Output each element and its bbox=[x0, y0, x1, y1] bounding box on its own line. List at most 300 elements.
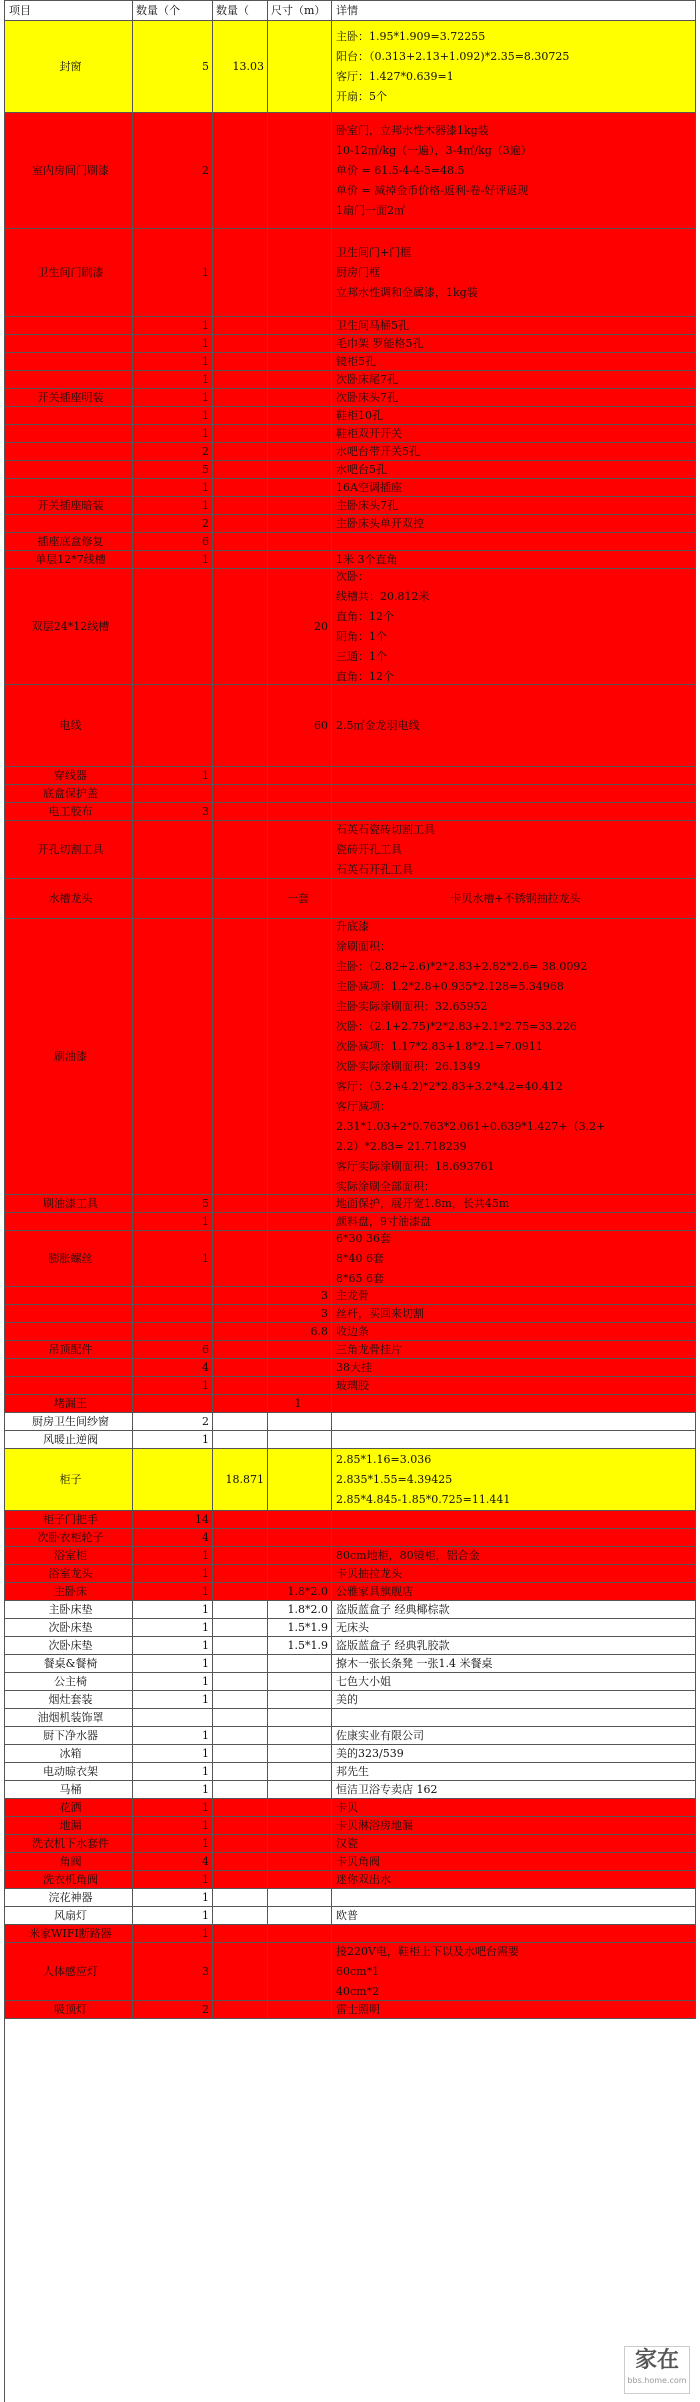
qty-cell: 2 bbox=[133, 443, 213, 461]
detail-line: 阴角：1个 bbox=[336, 629, 387, 643]
item-cell: 次卧衣柜轮子 bbox=[5, 1529, 133, 1547]
size-cell bbox=[268, 1377, 332, 1395]
detail-cell bbox=[332, 1907, 696, 1925]
table-row bbox=[5, 1727, 696, 1745]
detail-cell bbox=[332, 1835, 696, 1853]
detail-line: 恒洁卫浴专卖店 162 bbox=[336, 1782, 438, 1796]
qty2-cell bbox=[213, 1601, 268, 1619]
detail-cell bbox=[332, 1565, 696, 1583]
qty-cell: 6 bbox=[133, 1341, 213, 1359]
item-cell: 洗衣机角阀 bbox=[5, 1871, 133, 1889]
detail-line: 1米 3个直角 bbox=[336, 552, 398, 566]
detail-line: 鞋柜双开开关 bbox=[336, 426, 402, 440]
detail-cell bbox=[332, 1431, 696, 1449]
detail-line: 水吧台5孔 bbox=[336, 462, 387, 476]
size-cell bbox=[268, 425, 332, 443]
table-row bbox=[5, 1871, 696, 1889]
item-cell bbox=[5, 515, 133, 533]
detail-cell bbox=[332, 1529, 696, 1547]
size-cell bbox=[268, 1709, 332, 1727]
table-row bbox=[5, 1305, 696, 1323]
table-row bbox=[5, 1195, 696, 1213]
detail-cell bbox=[332, 479, 696, 497]
qty2-cell bbox=[213, 407, 268, 425]
qty2-cell bbox=[213, 1943, 268, 2001]
detail-cell bbox=[332, 1889, 696, 1907]
item-cell: 浴室柜 bbox=[5, 1547, 133, 1565]
detail-line: 16A空调插座 bbox=[336, 480, 402, 494]
item-cell bbox=[5, 479, 133, 497]
size-cell: 1 bbox=[268, 1395, 332, 1413]
qty2-cell bbox=[213, 1529, 268, 1547]
table-row bbox=[5, 1619, 696, 1637]
item-cell bbox=[5, 1323, 133, 1341]
detail-cell bbox=[332, 1799, 696, 1817]
qty2-cell bbox=[213, 533, 268, 551]
detail-cell bbox=[332, 113, 696, 229]
detail-cell bbox=[332, 1583, 696, 1601]
table-row bbox=[5, 1231, 696, 1287]
size-cell bbox=[268, 1943, 332, 2001]
table-row bbox=[5, 1431, 696, 1449]
table-row bbox=[5, 335, 696, 353]
table-row bbox=[5, 389, 696, 407]
detail-cell bbox=[332, 1449, 696, 1511]
detail-line: 厨房门框 bbox=[336, 265, 380, 279]
qty2-cell bbox=[213, 1323, 268, 1341]
qty2-cell bbox=[213, 1763, 268, 1781]
detail-line: 邦先生 bbox=[336, 1764, 369, 1778]
qty-cell: 1 bbox=[133, 1547, 213, 1565]
item-cell: 马桶 bbox=[5, 1781, 133, 1799]
detail-cell bbox=[332, 551, 696, 569]
qty-cell: 1 bbox=[133, 1907, 213, 1925]
item-cell: 主卧床 bbox=[5, 1583, 133, 1601]
size-cell bbox=[268, 443, 332, 461]
qty-cell: 1 bbox=[133, 479, 213, 497]
detail-line: 2.835*1.55=4.39425 bbox=[336, 1472, 453, 1486]
item-cell: 刷油漆工具 bbox=[5, 1195, 133, 1213]
table-row bbox=[5, 685, 696, 767]
detail-line: 卡贝角阀 bbox=[336, 1854, 380, 1868]
table-row bbox=[5, 353, 696, 371]
qty-cell: 1 bbox=[133, 1619, 213, 1637]
detail-line: 单价 = 减掉金币价格-返利-卷-好评返现 bbox=[336, 183, 529, 197]
item-cell: 开关插座暗装 bbox=[5, 497, 133, 515]
detail-line: 卫生间马桶5孔 bbox=[336, 318, 409, 332]
table-row bbox=[5, 1565, 696, 1583]
qty2-cell: 13.03 bbox=[213, 21, 268, 113]
item-cell: 电线 bbox=[5, 685, 133, 767]
detail-line: 雷士照明 bbox=[336, 2002, 380, 2016]
detail-cell bbox=[332, 821, 696, 879]
detail-cell bbox=[332, 533, 696, 551]
qty2-cell bbox=[213, 515, 268, 533]
detail-cell bbox=[332, 1195, 696, 1213]
size-cell: 3 bbox=[268, 1305, 332, 1323]
qty2-cell bbox=[213, 113, 268, 229]
table-row bbox=[5, 785, 696, 803]
qty-cell bbox=[133, 919, 213, 1195]
detail-line: 直角：12个 bbox=[336, 609, 394, 623]
detail-cell bbox=[332, 1359, 696, 1377]
detail-cell bbox=[332, 879, 696, 919]
item-cell: 餐桌&餐椅 bbox=[5, 1655, 133, 1673]
detail-cell bbox=[332, 1231, 696, 1287]
detail-line: 玻璃胶 bbox=[336, 1378, 369, 1392]
table-row bbox=[5, 317, 696, 335]
size-cell: 1.5*1.9 bbox=[268, 1619, 332, 1637]
detail-line: 接220V电，鞋柜上下以及水吧台需要 bbox=[336, 1944, 519, 1958]
size-cell bbox=[268, 1817, 332, 1835]
detail-cell bbox=[332, 1763, 696, 1781]
table-row bbox=[5, 1781, 696, 1799]
detail-line: 客厅实际涂刷面积：18.693761 bbox=[336, 1159, 495, 1173]
size-cell bbox=[268, 389, 332, 407]
size-cell bbox=[268, 1727, 332, 1745]
qty-cell bbox=[133, 1449, 213, 1511]
item-cell: 风扇灯 bbox=[5, 1907, 133, 1925]
item-cell: 柜子 bbox=[5, 1449, 133, 1511]
detail-line: 主卧减项：1.2*2.8+0.935*2.128=5.34968 bbox=[336, 979, 564, 993]
qty-cell: 1 bbox=[133, 1377, 213, 1395]
qty2-cell bbox=[213, 767, 268, 785]
qty2-cell bbox=[213, 389, 268, 407]
item-cell: 插座底盒修复 bbox=[5, 533, 133, 551]
qty-cell: 1 bbox=[133, 229, 213, 317]
qty-cell: 1 bbox=[133, 1431, 213, 1449]
size-cell bbox=[268, 1449, 332, 1511]
item-cell: 水槽龙头 bbox=[5, 879, 133, 919]
detail-line: 三角龙骨挂片 bbox=[336, 1342, 402, 1356]
qty-cell: 1 bbox=[133, 1889, 213, 1907]
detail-cell bbox=[332, 335, 696, 353]
qty2-cell bbox=[213, 229, 268, 317]
item-cell: 封窗 bbox=[5, 21, 133, 113]
detail-line: 无床头 bbox=[336, 1620, 369, 1634]
size-cell: 一套 bbox=[268, 879, 332, 919]
detail-line: 主卧：1.95*1.909=3.72255 bbox=[336, 29, 486, 43]
detail-line: 实际涂刷全部面积： bbox=[336, 1179, 435, 1193]
detail-line: 次卧： bbox=[336, 569, 369, 583]
size-cell bbox=[268, 551, 332, 569]
qty2-cell bbox=[213, 1745, 268, 1763]
qty-cell: 1 bbox=[133, 407, 213, 425]
item-cell: 米家WIFI断路器 bbox=[5, 1925, 133, 1943]
qty-cell: 1 bbox=[133, 317, 213, 335]
detail-line: 80cm地柜，80镜柜，铝合金 bbox=[336, 1548, 480, 1562]
detail-line: 镜柜5孔 bbox=[336, 354, 376, 368]
qty2-cell bbox=[213, 1727, 268, 1745]
detail-line: 次卧床尾7孔 bbox=[336, 372, 398, 386]
qty2-cell bbox=[213, 479, 268, 497]
item-cell: 刷油漆 bbox=[5, 919, 133, 1195]
qty2-cell bbox=[213, 1359, 268, 1377]
detail-cell bbox=[332, 767, 696, 785]
item-cell: 角阀 bbox=[5, 1853, 133, 1871]
detail-cell bbox=[332, 1547, 696, 1565]
item-cell bbox=[5, 1359, 133, 1377]
detail-line: 38大挂 bbox=[336, 1360, 372, 1374]
table-row bbox=[5, 21, 696, 113]
qty-cell: 1 bbox=[133, 1673, 213, 1691]
item-cell: 花洒 bbox=[5, 1799, 133, 1817]
item-cell: 单层12*7线槽 bbox=[5, 551, 133, 569]
size-cell bbox=[268, 1655, 332, 1673]
qty-cell bbox=[133, 879, 213, 919]
item-cell bbox=[5, 371, 133, 389]
size-cell bbox=[268, 1529, 332, 1547]
detail-cell bbox=[332, 1871, 696, 1889]
table-row bbox=[5, 803, 696, 821]
watermark-logo bbox=[624, 2346, 690, 2394]
item-cell: 浴室龙头 bbox=[5, 1565, 133, 1583]
size-cell bbox=[268, 1889, 332, 1907]
detail-line: 次卧减项：1.17*2.83+1.8*2.1=7.0911 bbox=[336, 1039, 543, 1053]
qty-cell: 1 bbox=[133, 1637, 213, 1655]
table-row bbox=[5, 569, 696, 685]
qty-cell: 5 bbox=[133, 1195, 213, 1213]
qty2-cell bbox=[213, 1655, 268, 1673]
detail-line: 主卧床头单开双控 bbox=[336, 516, 424, 530]
detail-cell bbox=[332, 1305, 696, 1323]
size-cell bbox=[268, 1431, 332, 1449]
size-cell: 1.5*1.9 bbox=[268, 1637, 332, 1655]
size-cell: 3 bbox=[268, 1287, 332, 1305]
qty2-cell bbox=[213, 1395, 268, 1413]
qty-cell: 3 bbox=[133, 803, 213, 821]
item-cell: 烟灶套装 bbox=[5, 1691, 133, 1709]
size-cell bbox=[268, 533, 332, 551]
qty-cell: 4 bbox=[133, 1853, 213, 1871]
qty2-cell bbox=[213, 1195, 268, 1213]
detail-cell bbox=[332, 353, 696, 371]
qty-cell: 1 bbox=[133, 425, 213, 443]
qty2-cell bbox=[213, 497, 268, 515]
qty-cell: 2 bbox=[133, 515, 213, 533]
detail-line: 直角：12个 bbox=[336, 669, 394, 683]
qty2-cell bbox=[213, 1907, 268, 1925]
detail-cell bbox=[332, 1655, 696, 1673]
qty2-cell bbox=[213, 1781, 268, 1799]
detail-line: 毛巾架 罗能格5孔 bbox=[336, 336, 424, 350]
size-cell bbox=[268, 335, 332, 353]
qty-cell: 1 bbox=[133, 497, 213, 515]
size-cell bbox=[268, 2001, 332, 2019]
qty2-cell bbox=[213, 1709, 268, 1727]
qty2-cell bbox=[213, 425, 268, 443]
item-cell: 人体感应灯 bbox=[5, 1943, 133, 2001]
detail-line: 欧普 bbox=[336, 1908, 358, 1922]
table-row bbox=[5, 1709, 696, 1727]
qty-cell bbox=[133, 1323, 213, 1341]
table-row bbox=[5, 1601, 696, 1619]
item-cell: 电动晾衣架 bbox=[5, 1763, 133, 1781]
size-cell bbox=[268, 317, 332, 335]
qty-cell: 1 bbox=[133, 353, 213, 371]
detail-line: 线槽共：20.812米 bbox=[336, 589, 430, 603]
qty2-cell bbox=[213, 1889, 268, 1907]
detail-line: 佐康实业有限公司 bbox=[336, 1728, 424, 1742]
qty2-cell bbox=[213, 1287, 268, 1305]
qty2-cell bbox=[213, 1341, 268, 1359]
detail-line: 2.5㎡金龙羽电线 bbox=[336, 718, 420, 732]
qty-cell: 5 bbox=[133, 461, 213, 479]
detail-cell bbox=[332, 425, 696, 443]
detail-line: 10-12㎡/kg（一遍），3-4㎡/kg（3遍） bbox=[336, 143, 532, 157]
qty-cell: 1 bbox=[133, 1601, 213, 1619]
size-cell bbox=[268, 1925, 332, 1943]
qty2-cell bbox=[213, 1213, 268, 1231]
item-cell: 次卧床垫 bbox=[5, 1619, 133, 1637]
qty-cell: 1 bbox=[133, 1231, 213, 1287]
detail-line: 石英石开孔工具 bbox=[336, 862, 413, 876]
item-cell: 堵漏王 bbox=[5, 1395, 133, 1413]
item-cell: 洗衣机下水套件 bbox=[5, 1835, 133, 1853]
detail-line: 卡贝淋浴房地漏 bbox=[336, 1818, 413, 1832]
size-cell bbox=[268, 1413, 332, 1431]
qty2-cell bbox=[213, 879, 268, 919]
detail-line: 水吧台带开关5孔 bbox=[336, 444, 420, 458]
qty-cell: 1 bbox=[133, 371, 213, 389]
qty2-cell bbox=[213, 1377, 268, 1395]
detail-cell bbox=[332, 1727, 696, 1745]
detail-line: 2.2）*2.83= 21.718239 bbox=[336, 1139, 467, 1153]
detail-line: 盗版蓝盒子 经典乳胶款 bbox=[336, 1638, 450, 1652]
table-row bbox=[5, 425, 696, 443]
table-row bbox=[5, 1943, 696, 2001]
table-row bbox=[5, 1323, 696, 1341]
table-row bbox=[5, 1377, 696, 1395]
detail-cell bbox=[332, 685, 696, 767]
table-row bbox=[5, 1395, 696, 1413]
table-row bbox=[5, 1889, 696, 1907]
size-cell: 1.8*2.0 bbox=[268, 1601, 332, 1619]
qty2-cell bbox=[213, 551, 268, 569]
size-cell: 6.8 bbox=[268, 1323, 332, 1341]
header-size: 尺寸（m） bbox=[268, 1, 332, 21]
size-cell bbox=[268, 1673, 332, 1691]
qty-cell: 1 bbox=[133, 1817, 213, 1835]
qty-cell bbox=[133, 1709, 213, 1727]
detail-line: 升底漆 bbox=[336, 919, 369, 933]
item-cell: 卫生间门刷漆 bbox=[5, 229, 133, 317]
detail-cell bbox=[332, 515, 696, 533]
detail-line: 鞋柜10孔 bbox=[336, 408, 383, 422]
detail-cell bbox=[332, 21, 696, 113]
qty2-cell bbox=[213, 1799, 268, 1817]
table-row bbox=[5, 1449, 696, 1511]
detail-line: 主卧：（2.82+2.6)*2*2.83+2.82*2.6= 38.0092 bbox=[336, 959, 588, 973]
detail-cell bbox=[332, 497, 696, 515]
size-cell bbox=[268, 515, 332, 533]
qty2-cell bbox=[213, 1305, 268, 1323]
qty-cell: 1 bbox=[133, 1781, 213, 1799]
detail-cell bbox=[332, 1341, 696, 1359]
size-cell bbox=[268, 1799, 332, 1817]
qty2-cell bbox=[213, 785, 268, 803]
size-cell: 1.8*2.0 bbox=[268, 1583, 332, 1601]
table-row bbox=[5, 1547, 696, 1565]
detail-line: 汉瓷 bbox=[336, 1836, 358, 1850]
table-row bbox=[5, 2001, 696, 2019]
item-cell: 电工胶布 bbox=[5, 803, 133, 821]
size-cell bbox=[268, 1781, 332, 1799]
qty-cell: 1 bbox=[133, 389, 213, 407]
header-detail: 详情 bbox=[332, 1, 696, 21]
size-cell bbox=[268, 1195, 332, 1213]
detail-line: 开扇：5个 bbox=[336, 89, 387, 103]
detail-cell bbox=[332, 1637, 696, 1655]
detail-cell bbox=[332, 1925, 696, 1943]
item-cell: 开关插座明装 bbox=[5, 389, 133, 407]
qty-cell bbox=[133, 1395, 213, 1413]
table-row bbox=[5, 1413, 696, 1431]
detail-cell bbox=[332, 1413, 696, 1431]
header-qty1: 数量（个 bbox=[133, 1, 213, 21]
detail-line: 次卧：（2.1+2.75)*2*2.83+2.1*2.75=33.226 bbox=[336, 1019, 577, 1033]
qty2-cell bbox=[213, 1853, 268, 1871]
qty-cell: 14 bbox=[133, 1511, 213, 1529]
item-cell: 底盒保护盖 bbox=[5, 785, 133, 803]
qty-cell: 1 bbox=[133, 1835, 213, 1853]
qty2-cell bbox=[213, 1673, 268, 1691]
detail-line: 盗版蓝盒子 经典椰棕款 bbox=[336, 1602, 450, 1616]
detail-line: 地面保护，展开宽1.8m，长共45m bbox=[336, 1196, 510, 1210]
detail-cell bbox=[332, 1709, 696, 1727]
size-cell bbox=[268, 1359, 332, 1377]
item-cell: 厨下净水器 bbox=[5, 1727, 133, 1745]
qty-cell: 1 bbox=[133, 1691, 213, 1709]
table-row bbox=[5, 1213, 696, 1231]
detail-line: 客厅减项： bbox=[336, 1099, 391, 1113]
detail-line: 2.85*1.16=3.036 bbox=[336, 1452, 432, 1466]
detail-line: 石英石瓷砖切割工具 bbox=[336, 822, 435, 836]
detail-cell bbox=[332, 785, 696, 803]
item-cell: 室内房间门刷漆 bbox=[5, 113, 133, 229]
detail-line: 三通：1个 bbox=[336, 649, 387, 663]
detail-cell bbox=[332, 371, 696, 389]
qty2-cell bbox=[213, 685, 268, 767]
detail-line: 主龙骨 bbox=[336, 1288, 369, 1302]
table-row bbox=[5, 1763, 696, 1781]
table-row bbox=[5, 1341, 696, 1359]
table-row bbox=[5, 1835, 696, 1853]
item-cell: 次卧床垫 bbox=[5, 1637, 133, 1655]
item-cell bbox=[5, 407, 133, 425]
qty2-cell bbox=[213, 1835, 268, 1853]
size-cell bbox=[268, 1691, 332, 1709]
qty-cell: 5 bbox=[133, 21, 213, 113]
detail-cell bbox=[332, 1213, 696, 1231]
size-cell bbox=[268, 1907, 332, 1925]
qty-cell: 1 bbox=[133, 1727, 213, 1745]
qty2-cell bbox=[213, 1431, 268, 1449]
qty-cell: 1 bbox=[133, 1213, 213, 1231]
qty-cell: 4 bbox=[133, 1359, 213, 1377]
qty-cell: 1 bbox=[133, 1799, 213, 1817]
size-cell bbox=[268, 113, 332, 229]
table-row bbox=[5, 1925, 696, 1943]
table-row bbox=[5, 113, 696, 229]
qty-cell: 2 bbox=[133, 1413, 213, 1431]
qty2-cell bbox=[213, 1619, 268, 1637]
size-cell bbox=[268, 1763, 332, 1781]
qty2-cell bbox=[213, 1637, 268, 1655]
size-cell bbox=[268, 1835, 332, 1853]
detail-line: 8*65 6套 bbox=[336, 1271, 384, 1285]
header-item: 项目 bbox=[5, 1, 133, 21]
